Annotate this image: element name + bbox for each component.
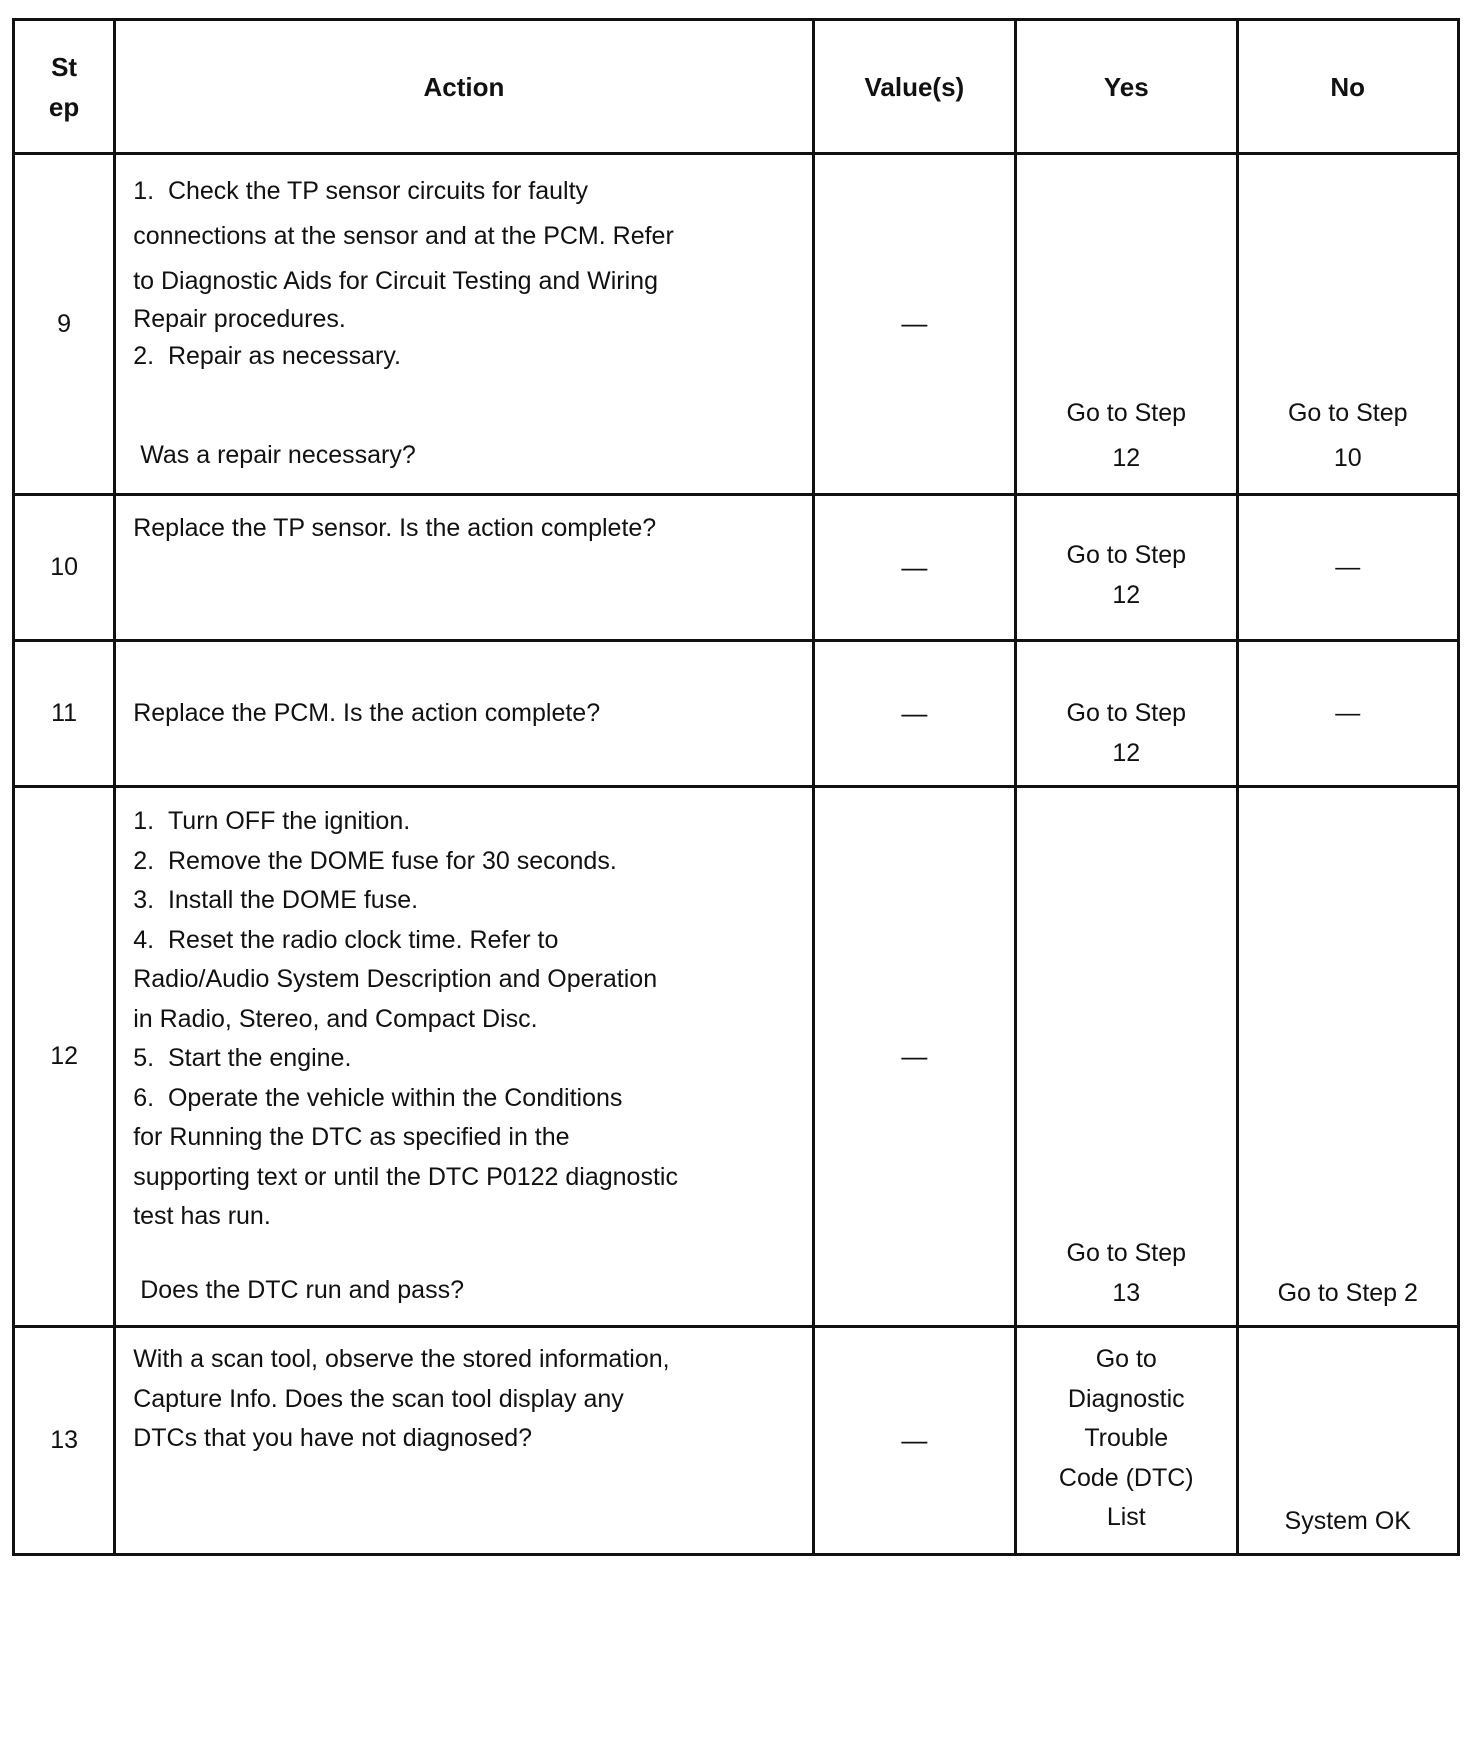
- no-text: System OK: [1284, 1507, 1411, 1535]
- table-row: [14, 154, 1459, 495]
- value-dash: —: [901, 308, 928, 338]
- value-cell: [813, 787, 1015, 1327]
- action-line: connections at the sensor and at the PCM. Refer: [133, 222, 674, 250]
- no-cell: [1237, 1327, 1459, 1555]
- yes-text: Diagnostic: [1067, 1384, 1185, 1413]
- action-line: 1. Check the TP sensor circuits for faulty: [133, 177, 589, 205]
- header-step: St ep: [14, 20, 115, 154]
- action-line: supporting text or until the DTC P0122 diagnostic: [133, 1162, 678, 1191]
- action-line: in Radio, Stereo, and Compact Disc.: [133, 1004, 538, 1033]
- yes-text: Code (DTC): [1058, 1463, 1194, 1492]
- action-line: 2. Repair as necessary.: [133, 342, 401, 370]
- action-line: 1. Turn OFF the ignition.: [133, 807, 411, 835]
- diagnostic-table: [12, 18, 1460, 1556]
- table-row: [14, 641, 1459, 787]
- yes-text: 12: [1112, 738, 1141, 767]
- value-dash: —: [901, 1424, 928, 1455]
- step-number: 11: [14, 641, 115, 787]
- table-row: [14, 495, 1459, 641]
- value-cell: [813, 641, 1015, 787]
- no-cell: [1237, 495, 1459, 641]
- yes-cell: [1016, 495, 1237, 641]
- yes-text: List: [1106, 1503, 1146, 1531]
- action-cell: [115, 787, 813, 1327]
- action-line: Radio/Audio System Description and Operation: [133, 965, 658, 993]
- table-row: [14, 1327, 1459, 1555]
- yes-text: 12: [1112, 580, 1141, 609]
- action-line: 6. Operate the vehicle within the Conditions: [133, 1083, 623, 1112]
- action-cell: [115, 1327, 813, 1555]
- no-cell: [1237, 641, 1459, 787]
- header-values: Value(s): [813, 20, 1015, 154]
- table-row: [14, 787, 1459, 1327]
- action-cell: [115, 154, 813, 495]
- step-number: 12: [14, 787, 115, 1327]
- action-line: Repair procedures.: [133, 305, 346, 333]
- action-cell: [115, 495, 813, 641]
- action-line: Capture Info. Does the scan tool display any: [133, 1384, 624, 1413]
- action-line: to Diagnostic Aids for Circuit Testing and Wiring: [133, 267, 658, 295]
- yes-cell: [1016, 787, 1237, 1327]
- action-cell: [115, 641, 813, 787]
- yes-cell: [1016, 154, 1237, 495]
- no-text: Go to Step: [1287, 399, 1408, 427]
- yes-cell: [1016, 1327, 1237, 1555]
- no-text: Go to Step 2: [1277, 1279, 1418, 1307]
- yes-text: Go to Step: [1066, 540, 1187, 569]
- action-line: 4. Reset the radio clock time. Refer to: [133, 925, 559, 954]
- header-yes: Yes: [1016, 20, 1237, 154]
- yes-text: Go to Step: [1066, 698, 1187, 727]
- no-text: —: [1335, 553, 1361, 581]
- value-dash: —: [901, 1040, 928, 1071]
- action-line: With a scan tool, observe the stored information,: [133, 1345, 670, 1373]
- no-text: —: [1335, 699, 1361, 727]
- value-dash: —: [901, 551, 928, 582]
- no-cell: [1237, 154, 1459, 495]
- action-line: DTCs that you have not diagnosed?: [133, 1424, 533, 1452]
- action-line: 2. Remove the DOME fuse for 30 seconds.: [133, 846, 617, 875]
- yes-text: 12: [1112, 444, 1141, 472]
- yes-text: Go to Step: [1066, 1239, 1187, 1267]
- action-line: Replace the PCM. Is the action complete?: [133, 699, 601, 727]
- value-dash: —: [901, 697, 928, 728]
- action-line: Replace the TP sensor. Is the action complete?: [133, 514, 657, 542]
- action-question: Does the DTC run and pass?: [140, 1276, 464, 1304]
- step-number: 10: [14, 495, 115, 641]
- value-cell: [813, 495, 1015, 641]
- action-line: for Running the DTC as specified in the: [133, 1123, 570, 1151]
- header-no: No: [1237, 20, 1459, 154]
- yes-text: 13: [1112, 1279, 1141, 1307]
- value-cell: [813, 1327, 1015, 1555]
- action-line: test has run.: [133, 1202, 271, 1230]
- action-line: 5. Start the engine.: [133, 1044, 352, 1072]
- value-cell: [813, 154, 1015, 495]
- action-question: Was a repair necessary?: [140, 441, 416, 469]
- no-text: 10: [1333, 444, 1362, 472]
- step-number: 13: [14, 1327, 115, 1555]
- header-action: Action: [115, 20, 813, 154]
- action-line: 3. Install the DOME fuse.: [133, 886, 419, 914]
- no-cell: [1237, 787, 1459, 1327]
- yes-text: Trouble: [1084, 1424, 1169, 1452]
- step-number: 9: [14, 154, 115, 495]
- yes-text: Go to Step: [1066, 399, 1187, 427]
- header-row: [14, 20, 1459, 154]
- yes-cell: [1016, 641, 1237, 787]
- yes-text: Go to: [1095, 1345, 1157, 1373]
